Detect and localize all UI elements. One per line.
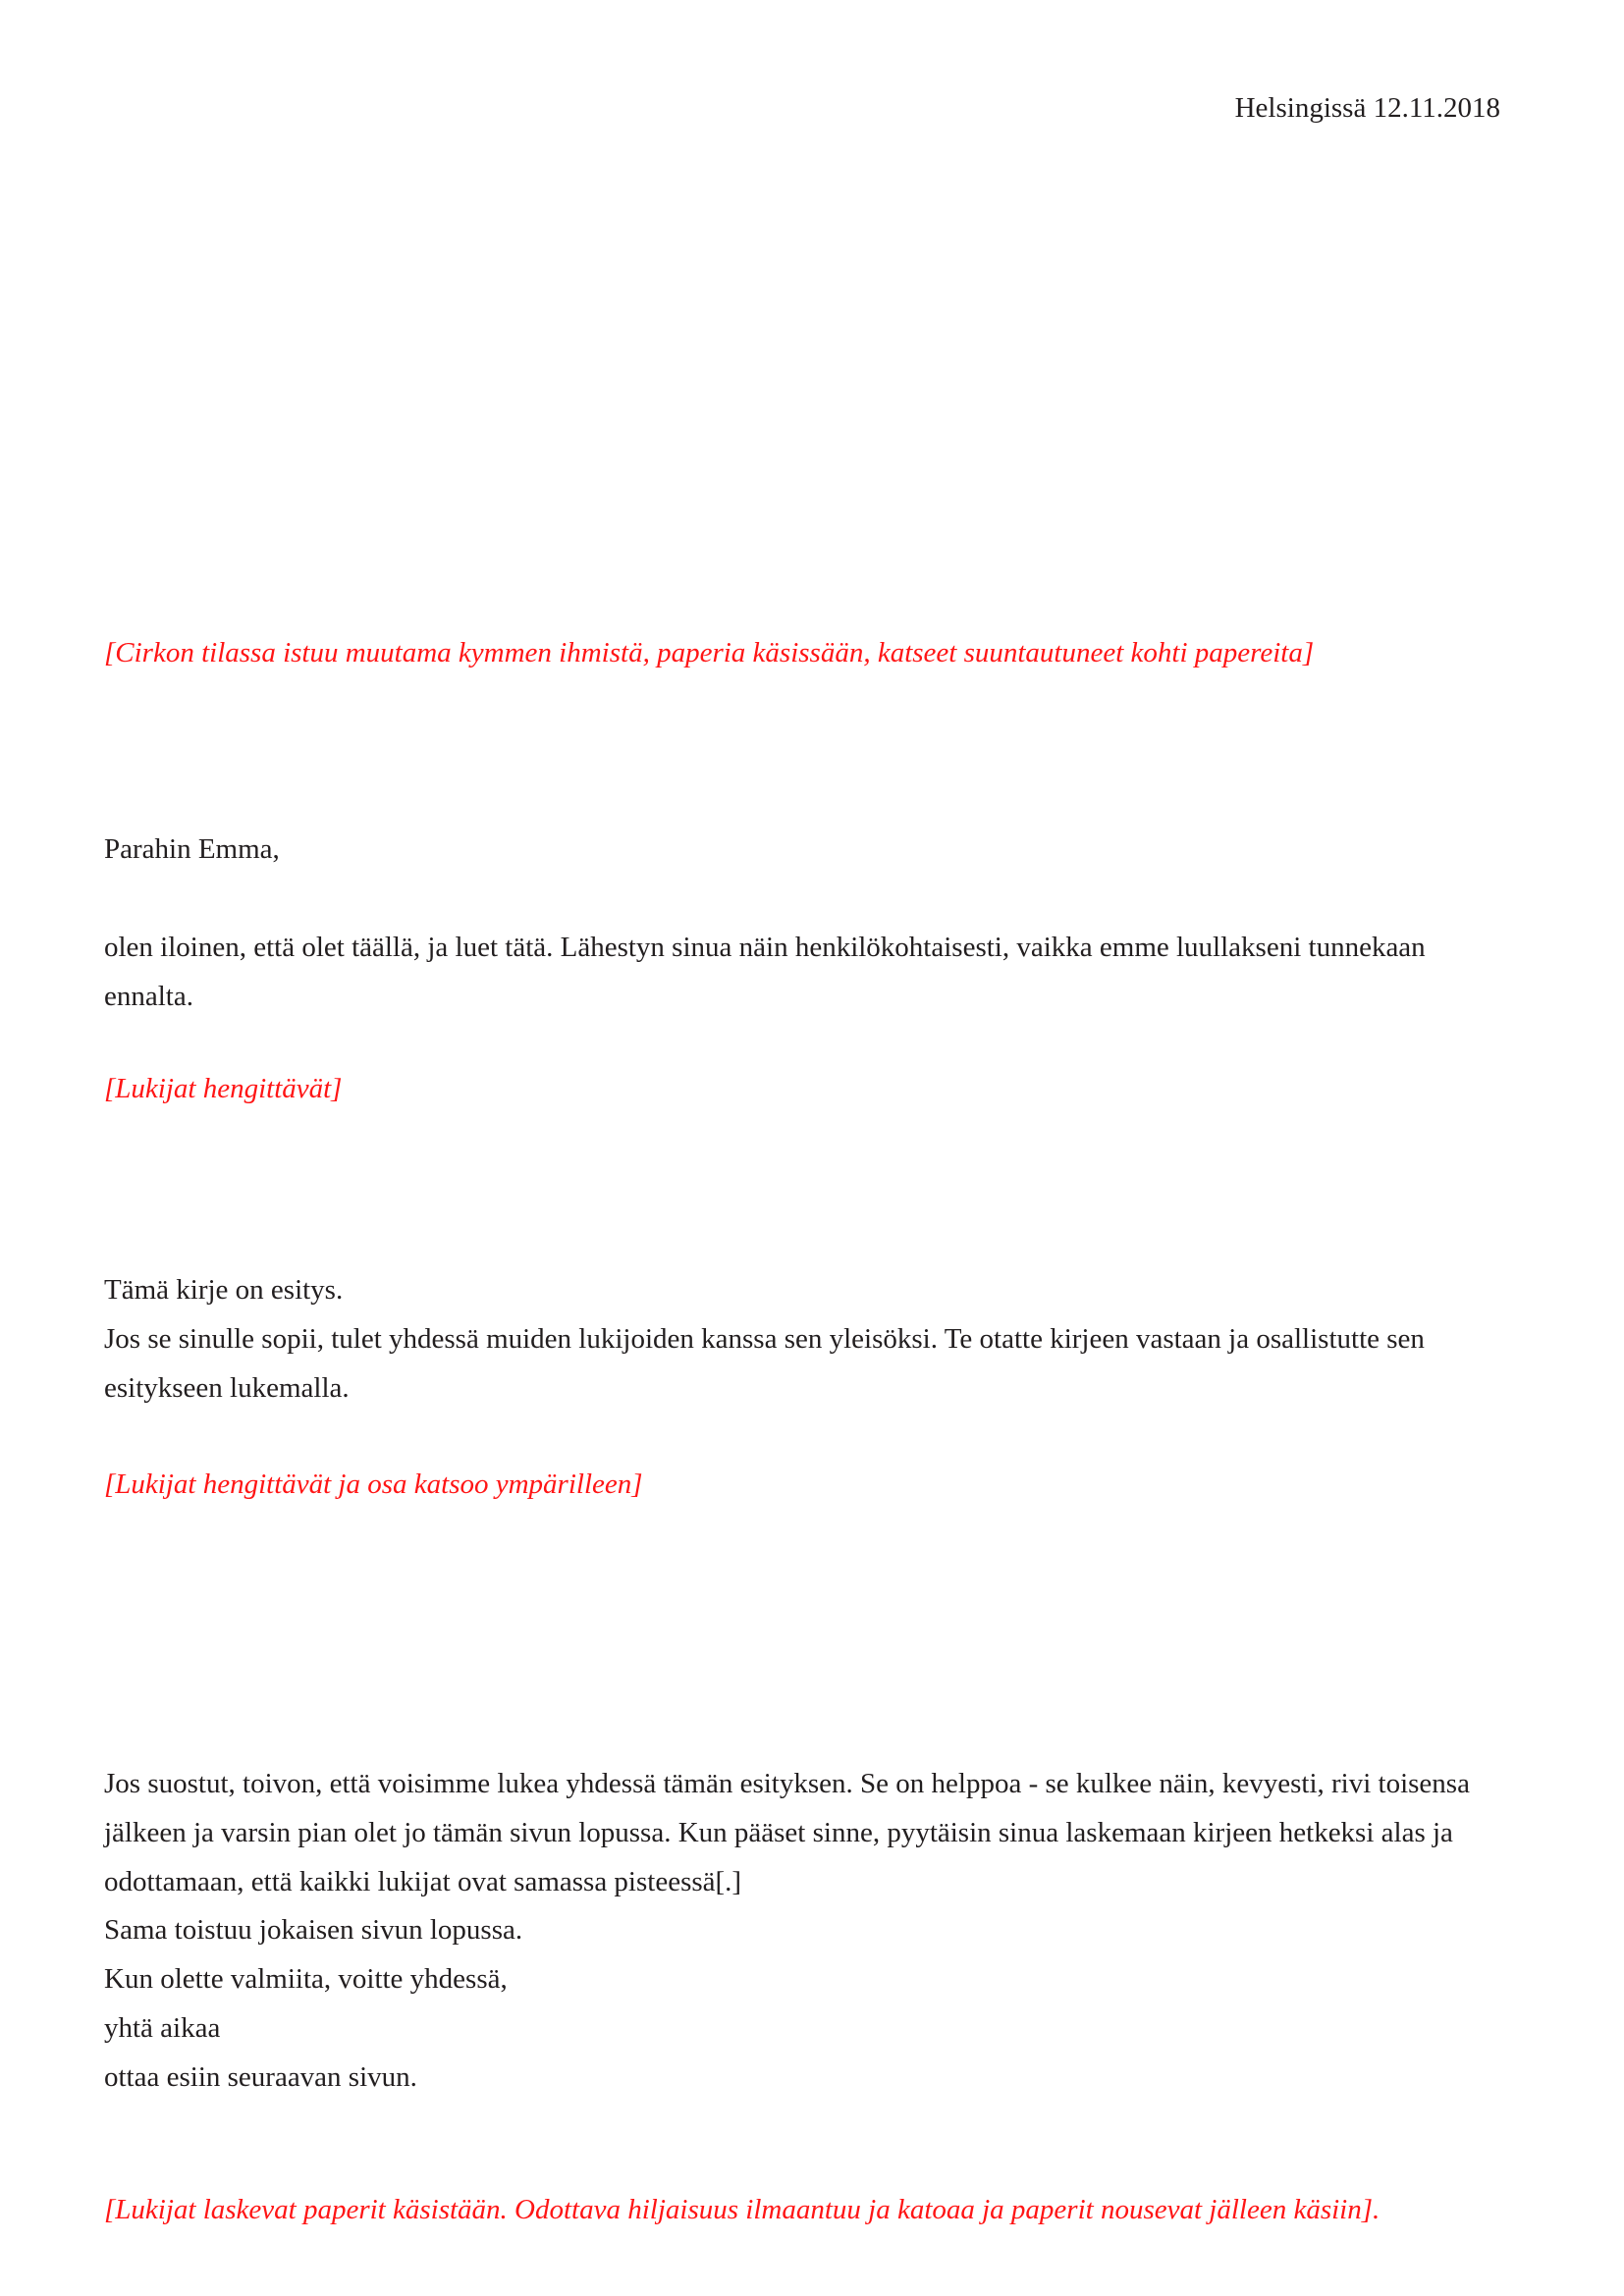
closing-line: ottaa esiin seuraavan sivun. bbox=[104, 2061, 417, 2093]
letter-paragraph-2-line-2: Jos se sinulle sopii, tulet yhdessä muiden lukijoiden kanssa sen yleisöksi. Te otatte kirjeen vastaan ja osallistutte sen esitykseen lukemalla. bbox=[104, 1323, 1425, 1404]
stage-direction-3: [Lukijat hengittävät ja osa katsoo ympärilleen] bbox=[104, 1468, 643, 1500]
stage-direction-1: [Cirkon tilassa istuu muutama kymmen ihmistä, paperia käsissään, katseet suuntautuneet kohti papereita] bbox=[104, 636, 1315, 668]
letter-paragraph-2 bbox=[104, 1266, 1500, 1414]
letter-salutation: Parahin Emma, bbox=[104, 832, 280, 865]
stage-direction-2: [Lukijat hengittävät] bbox=[104, 1073, 343, 1105]
letter-paragraph-1: olen iloinen, että olet täällä, ja luet tätä. Lähestyn sinua näin henkilökohtaisesti, vaikka emme luullakseni tunnekaan ennalta. bbox=[104, 931, 1426, 1012]
letter-paragraph-3: Jos suostut, toivon, että voisimme lukea yhdessä tämän esityksen. Se on helppoa - se kulkee näin, kevyesti, rivi toisensa jälkeen ja varsin pian olet jo tämän sivun lopussa. Kun pääset sinne, pyytäisin sinua laskemaan kirjeen hetkeksi alas ja odottamaan, että kaikki lukijat ovat samassa pisteessä[.] bbox=[104, 1767, 1470, 1897]
closing-line: yhtä aikaa bbox=[104, 2012, 221, 2045]
closing-line: Sama toistuu jokaisen sivun lopussa. bbox=[104, 1914, 523, 1947]
closing-line: Kun olette valmiita, voitte yhdessä, bbox=[104, 1963, 508, 1996]
letter-closing-lines bbox=[104, 1906, 1500, 2103]
stage-direction-4: [Lukijat laskevat paperit käsistään. Odottava hiljaisuus ilmaantuu ja katoaa ja paperit nousevat jälleen käsiin]. bbox=[104, 2193, 1380, 2225]
letter-paragraph-2-line-1: Tämä kirje on esitys. bbox=[104, 1274, 344, 1307]
letter-dateline: Helsingissä 12.11.2018 bbox=[1234, 92, 1500, 124]
